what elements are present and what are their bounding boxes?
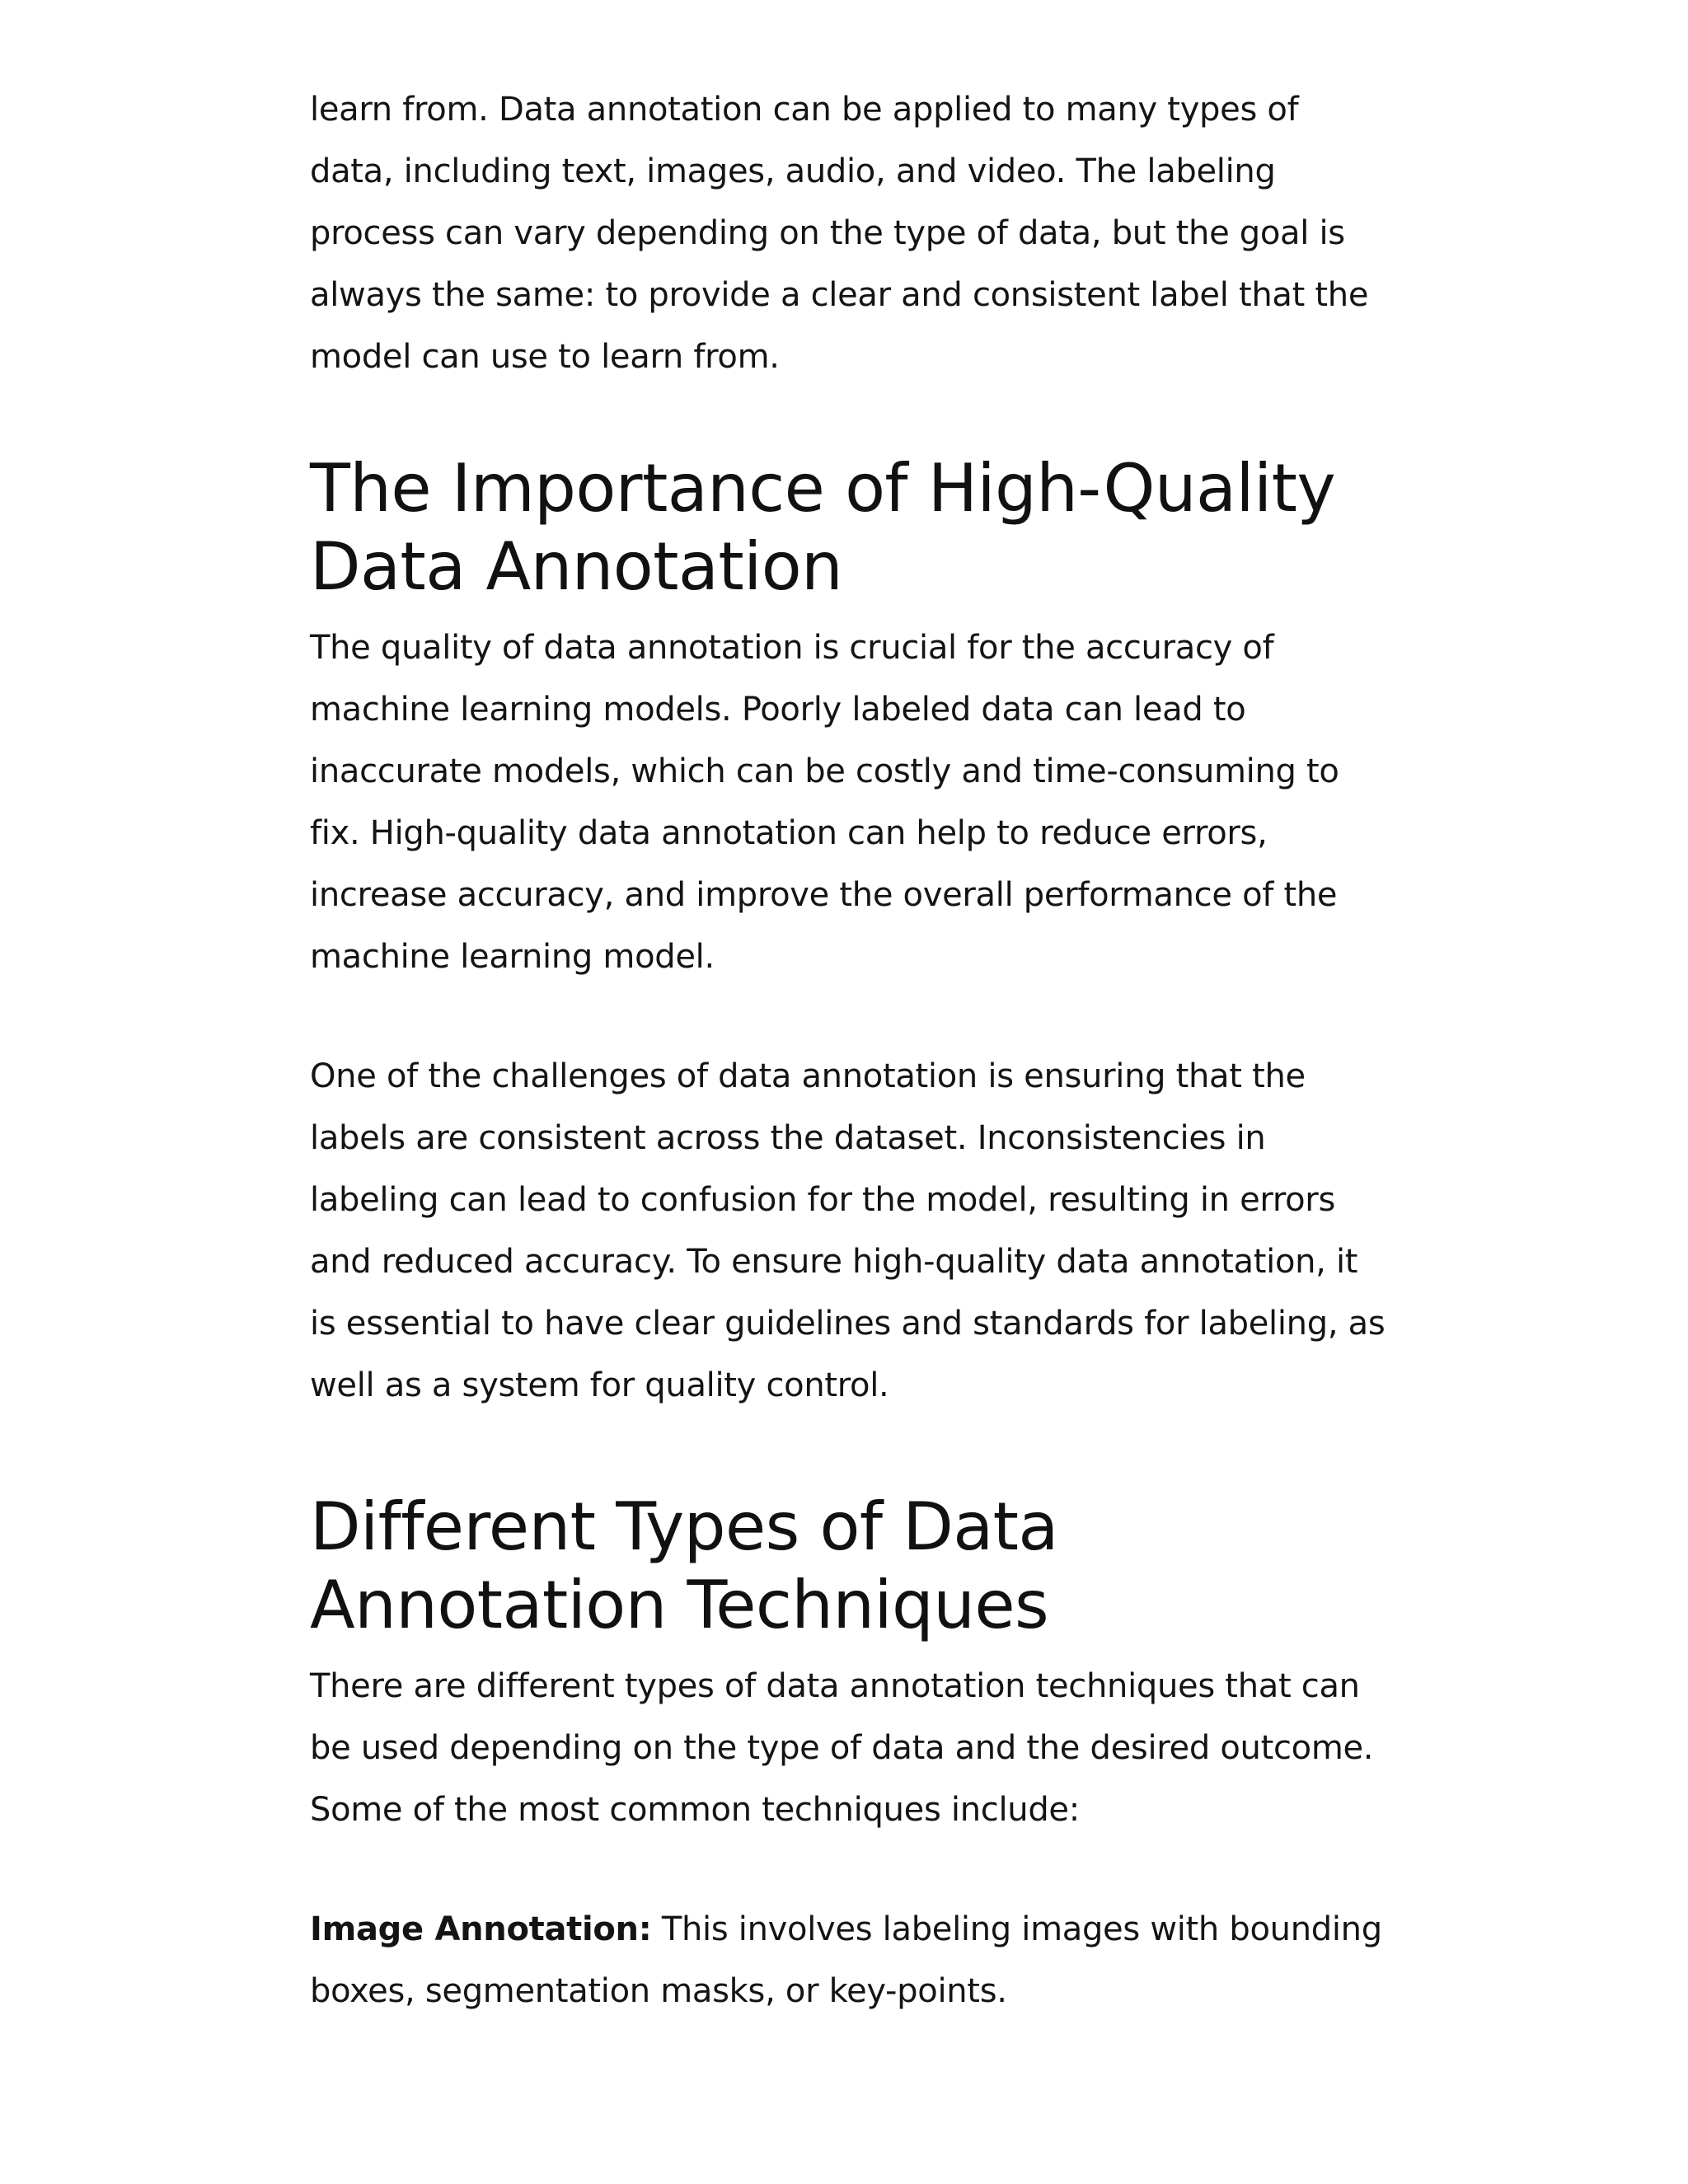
technique-description: This involves labeling images with bounding boxes, segmentation masks, or key-points. <box>310 1910 1382 2010</box>
types-intro-paragraph: There are different types of data annotation techniques that can be used depending on the type of data and the desired outcome. Some of the most common techniques include: <box>310 1667 1374 1829</box>
section-heading-importance: The Importance of High-Quality Data Annotation <box>310 450 1336 605</box>
document-page <box>310 79 1390 2022</box>
importance-paragraph-2: One of the challenges of data annotation is ensuring that the labels are consistent across the dataset. Inconsistencies in labeling can lead to confusion for the model, resulting in errors and reduced accuracy. To ensure high-quality data annotation, it is essential to have clear guidelines and standards for labeling, as well as a system for quality control. <box>310 1057 1386 1404</box>
section-heading-types: Different Types of Data Annotation Techniques <box>310 1488 1058 1643</box>
intro-paragraph: learn from. Data annotation can be applied to many types of data, including text, images, audio, and video. The labeling process can vary depending on the type of data, but the goal is always the same: to provide a clear and consistent label that the model can use to learn from. <box>310 91 1369 376</box>
technique-item-image-annotation <box>310 1899 1390 2022</box>
importance-paragraph-1: The quality of data annotation is crucial for the accuracy of machine learning models. Poorly labeled data can lead to inaccurate models, which can be costly and time-consuming to fix. High-quality data annotation can help to reduce errors, increase accuracy, and improve the overall performance of the machine learning model. <box>310 629 1339 976</box>
technique-term: Image Annotation: <box>310 1910 652 1948</box>
